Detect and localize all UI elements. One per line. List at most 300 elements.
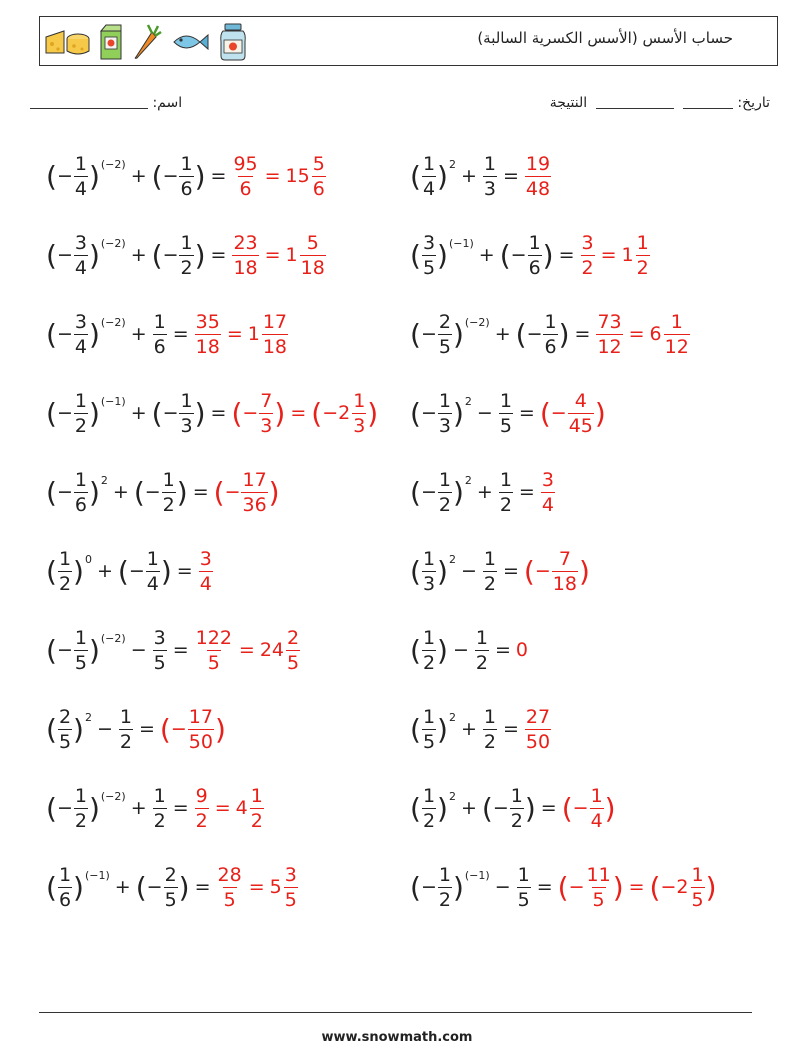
denominator: 48 xyxy=(525,178,551,200)
paren: ) xyxy=(73,554,84,588)
denominator: 50 xyxy=(525,731,551,753)
operator: = xyxy=(226,323,243,345)
fraction-term xyxy=(622,232,651,279)
fraction xyxy=(422,706,436,753)
paren: ( xyxy=(311,396,323,430)
numerator: 1 xyxy=(422,706,436,728)
denominator: 2 xyxy=(74,810,87,832)
sign: − xyxy=(56,244,73,266)
fraction-term xyxy=(524,153,552,200)
numerator: 2 xyxy=(58,706,72,728)
numerator: 1 xyxy=(499,469,512,491)
fraction-term xyxy=(163,390,195,437)
problem-17 xyxy=(46,785,265,832)
fraction xyxy=(422,785,436,832)
denominator: 6 xyxy=(528,257,541,279)
fraction-term xyxy=(498,390,514,437)
fraction xyxy=(438,311,452,358)
fraction xyxy=(300,232,326,279)
denominator: 3 xyxy=(260,415,273,437)
numerator: 73 xyxy=(597,311,622,333)
fraction-term xyxy=(421,311,453,358)
operator: + xyxy=(476,481,493,503)
operator: = xyxy=(502,718,519,740)
denominator: 12 xyxy=(664,336,689,358)
paren: ( xyxy=(649,870,661,904)
operator: = xyxy=(194,876,211,898)
numerator: 1 xyxy=(74,390,87,412)
numerator: 17 xyxy=(262,311,288,333)
paren: ( xyxy=(151,159,163,193)
score-field[interactable] xyxy=(596,94,674,109)
paren: ) xyxy=(88,475,100,509)
numerator: 1 xyxy=(475,627,488,649)
paren: ( xyxy=(46,554,57,588)
fraction-term xyxy=(118,706,134,753)
whole-number: 1 xyxy=(621,244,634,266)
paren: ) xyxy=(274,396,286,430)
fraction xyxy=(74,627,88,674)
operator: = xyxy=(264,165,281,187)
name-field[interactable] xyxy=(30,94,148,109)
denominator: 5 xyxy=(438,336,451,358)
paren: ) xyxy=(452,396,464,430)
fraction-term xyxy=(194,311,222,358)
sign: − xyxy=(162,244,179,266)
paren: ) xyxy=(542,238,554,272)
sign: − xyxy=(550,402,567,424)
paren: ) xyxy=(524,791,536,825)
answer xyxy=(214,469,280,516)
operator: = xyxy=(540,797,557,819)
fraction-term xyxy=(482,706,498,753)
answer xyxy=(194,785,265,832)
name-label: اسم: xyxy=(152,95,183,111)
numerator: 3 xyxy=(74,232,87,254)
denominator: 5 xyxy=(153,652,166,674)
operator: + xyxy=(130,323,147,345)
denominator: 12 xyxy=(597,336,622,358)
operator: + xyxy=(460,797,477,819)
paren: ) xyxy=(437,633,448,667)
denominator: 36 xyxy=(242,494,267,516)
paren: ( xyxy=(46,791,57,825)
fraction xyxy=(483,706,497,753)
exponent: (−2) xyxy=(100,316,126,329)
numerator: 1 xyxy=(353,390,366,412)
paren: ) xyxy=(88,396,100,430)
problem-18 xyxy=(410,785,616,832)
paren: ( xyxy=(561,791,573,825)
numerator: 1 xyxy=(153,785,166,807)
fraction xyxy=(590,785,604,832)
paren: ( xyxy=(46,712,57,746)
denominator: 2 xyxy=(153,810,166,832)
fraction xyxy=(153,627,167,674)
paren: ( xyxy=(46,238,57,272)
fraction xyxy=(74,232,88,279)
paren: ( xyxy=(151,396,163,430)
denominator: 5 xyxy=(499,415,512,437)
numerator: 3 xyxy=(199,548,212,570)
fraction xyxy=(259,390,273,437)
fraction-term xyxy=(527,311,559,358)
fraction-term xyxy=(194,627,234,674)
operator: − xyxy=(460,560,477,582)
fraction xyxy=(352,390,366,437)
denominator: 18 xyxy=(195,336,220,358)
fraction-term xyxy=(216,864,244,911)
numerator: 1 xyxy=(483,706,496,728)
fraction xyxy=(422,232,436,279)
denominator: 4 xyxy=(146,573,159,595)
fraction xyxy=(475,627,489,674)
operator: − xyxy=(494,876,511,898)
paren: ( xyxy=(557,870,569,904)
answer xyxy=(160,706,226,753)
numerator: 2 xyxy=(164,864,177,886)
fraction xyxy=(525,153,551,200)
denominator: 3 xyxy=(422,573,436,595)
fraction xyxy=(58,864,72,911)
exponent: 2 xyxy=(100,474,108,487)
denominator: 4 xyxy=(74,178,87,200)
sign: − xyxy=(568,876,585,898)
date-label: تاريخ: xyxy=(737,95,770,111)
numerator: 1 xyxy=(510,785,523,807)
fraction-term xyxy=(57,706,73,753)
paren: ( xyxy=(135,870,147,904)
numerator: 1 xyxy=(517,864,530,886)
sign: − xyxy=(322,402,339,424)
fraction-term xyxy=(242,390,274,437)
operator: = xyxy=(192,481,209,503)
fraction xyxy=(262,311,288,358)
operator: + xyxy=(96,560,113,582)
paren: ( xyxy=(410,633,421,667)
fraction xyxy=(195,627,233,674)
fraction xyxy=(188,706,214,753)
paren: ( xyxy=(117,554,129,588)
denominator: 4 xyxy=(74,336,87,358)
denominator: 4 xyxy=(199,573,212,595)
denominator: 18 xyxy=(233,257,258,279)
denominator: 2 xyxy=(195,810,208,832)
exponent: (−1) xyxy=(100,395,126,408)
paren: ) xyxy=(612,870,624,904)
fraction xyxy=(179,390,193,437)
numerator: 1 xyxy=(544,311,557,333)
fraction-term xyxy=(163,232,195,279)
paren: ( xyxy=(46,396,57,430)
answer xyxy=(216,864,299,911)
operator: + xyxy=(478,244,495,266)
exponent: (−2) xyxy=(100,237,126,250)
sign: − xyxy=(128,560,145,582)
fraction-term xyxy=(421,706,437,753)
denominator: 2 xyxy=(180,257,193,279)
answer xyxy=(580,232,651,279)
paren: ) xyxy=(437,712,448,746)
numerator: 1 xyxy=(74,469,87,491)
operator: = xyxy=(628,323,645,345)
paren: ( xyxy=(213,475,225,509)
fraction-term xyxy=(474,627,490,674)
problem-8 xyxy=(410,390,606,437)
paren: ) xyxy=(178,870,190,904)
denominator: 5 xyxy=(74,652,87,674)
exponent: 2 xyxy=(84,711,92,724)
operator: + xyxy=(460,165,477,187)
sign: − xyxy=(56,797,73,819)
operator: + xyxy=(130,165,147,187)
sign: − xyxy=(420,876,437,898)
fraction xyxy=(241,469,267,516)
denominator: 2 xyxy=(475,652,488,674)
problem-14 xyxy=(410,627,528,674)
operator: − xyxy=(452,639,469,661)
fraction xyxy=(483,153,497,200)
answer xyxy=(231,153,326,200)
numerator: 2 xyxy=(438,311,451,333)
operator: = xyxy=(210,244,227,266)
denominator: 3 xyxy=(483,178,496,200)
paren: ) xyxy=(268,475,280,509)
answer xyxy=(558,864,717,911)
operator: + xyxy=(130,244,147,266)
operator: = xyxy=(214,797,231,819)
operator: = xyxy=(536,876,553,898)
problem-6 xyxy=(410,311,691,358)
denominator: 18 xyxy=(300,257,325,279)
paren: ) xyxy=(452,317,464,351)
numerator: 1 xyxy=(590,785,603,807)
denominator: 5 xyxy=(164,889,177,911)
answer xyxy=(194,311,289,358)
numerator: 4 xyxy=(574,390,587,412)
exponent: 2 xyxy=(448,553,456,566)
fraction xyxy=(438,390,452,437)
sign: − xyxy=(660,876,677,898)
numerator: 17 xyxy=(188,706,213,728)
numerator: 1 xyxy=(74,627,87,649)
fraction-term xyxy=(147,864,179,911)
denominator: 3 xyxy=(438,415,451,437)
denominator: 3 xyxy=(353,415,366,437)
sign: − xyxy=(144,481,161,503)
fraction-term xyxy=(260,627,301,674)
sign: − xyxy=(534,560,551,582)
fraction xyxy=(552,548,578,595)
whole-number: 1 xyxy=(285,244,298,266)
denominator: 4 xyxy=(590,810,603,832)
fraction-term xyxy=(163,153,195,200)
paren: ( xyxy=(539,396,551,430)
fraction-term xyxy=(57,311,89,358)
operator: = xyxy=(290,402,307,424)
denominator: 2 xyxy=(438,494,451,516)
numerator: 7 xyxy=(260,390,273,412)
problem-12 xyxy=(410,548,590,595)
exponent: (−2) xyxy=(464,316,490,329)
numerator: 28 xyxy=(217,864,242,886)
problem-4 xyxy=(410,232,651,279)
denominator: 5 xyxy=(691,889,704,911)
fraction-term xyxy=(198,548,214,595)
name-field-row xyxy=(30,94,182,111)
denominator: 5 xyxy=(592,889,605,911)
numerator: 1 xyxy=(422,153,436,175)
numerator: 9 xyxy=(195,785,208,807)
answer xyxy=(595,311,690,358)
date-field[interactable] xyxy=(683,94,733,109)
fraction xyxy=(525,706,551,753)
date-score-fields xyxy=(550,94,770,111)
fraction xyxy=(422,548,436,595)
fraction-term xyxy=(57,785,89,832)
denominator: 6 xyxy=(544,336,557,358)
denominator: 2 xyxy=(483,731,496,753)
exponent: 2 xyxy=(464,474,472,487)
fraction xyxy=(543,311,557,358)
operator: = xyxy=(502,560,519,582)
fraction-term xyxy=(231,232,259,279)
fraction-term xyxy=(152,785,168,832)
fraction xyxy=(74,153,88,200)
sign: − xyxy=(242,402,259,424)
fraction-term xyxy=(421,232,437,279)
denominator: 2 xyxy=(483,573,496,595)
whole-number: 4 xyxy=(235,797,248,819)
sign: − xyxy=(572,797,589,819)
numerator: 1 xyxy=(180,390,193,412)
fraction xyxy=(510,785,524,832)
operator: = xyxy=(494,639,511,661)
numerator: 1 xyxy=(438,864,451,886)
problem-7 xyxy=(46,390,378,437)
sign: − xyxy=(492,797,509,819)
problem-13 xyxy=(46,627,301,674)
operator: + xyxy=(494,323,511,345)
fraction-term xyxy=(535,548,579,595)
operator: + xyxy=(112,481,129,503)
fraction xyxy=(528,232,542,279)
denominator: 4 xyxy=(422,178,436,200)
denominator: 18 xyxy=(552,573,577,595)
problem-16 xyxy=(410,706,552,753)
paren: ( xyxy=(499,238,511,272)
operator: − xyxy=(96,718,113,740)
numerator: 17 xyxy=(242,469,267,491)
paren: ) xyxy=(437,554,448,588)
denominator: 6 xyxy=(58,889,72,911)
fraction-term xyxy=(421,785,437,832)
whole-number: 6 xyxy=(649,323,662,345)
paren: ) xyxy=(452,475,464,509)
fraction xyxy=(636,232,650,279)
paren: ( xyxy=(410,317,421,351)
numerator: 1 xyxy=(58,548,72,570)
numerator: 27 xyxy=(525,706,551,728)
fraction xyxy=(581,232,595,279)
score-label: النتيجة xyxy=(549,95,588,111)
fraction-term xyxy=(322,390,367,437)
numerator: 5 xyxy=(306,232,319,254)
denominator: 6 xyxy=(74,494,87,516)
numerator: 3 xyxy=(541,469,554,491)
numerator: 1 xyxy=(499,390,512,412)
numerator: 1 xyxy=(483,153,496,175)
denominator: 2 xyxy=(250,810,263,832)
fraction-term xyxy=(573,785,605,832)
paren: ( xyxy=(46,317,57,351)
denominator: 4 xyxy=(541,494,554,516)
exponent: (−2) xyxy=(100,632,126,645)
paren: ) xyxy=(437,791,448,825)
numerator: 3 xyxy=(153,627,166,649)
denominator: 2 xyxy=(74,415,87,437)
denominator: 2 xyxy=(422,810,436,832)
fraction-term xyxy=(129,548,161,595)
fraction-term xyxy=(152,627,168,674)
numerator: 1 xyxy=(438,390,451,412)
problem-3 xyxy=(46,232,327,279)
problem-10 xyxy=(410,469,556,516)
fraction xyxy=(74,311,88,358)
paren: ) xyxy=(160,554,172,588)
denominator: 3 xyxy=(180,415,193,437)
sign: − xyxy=(56,402,73,424)
whole-number: 2 xyxy=(676,876,689,898)
fraction-term xyxy=(493,785,525,832)
problem-15 xyxy=(46,706,226,753)
fraction-term xyxy=(595,311,623,358)
numerator: 3 xyxy=(581,232,594,254)
fraction-term xyxy=(660,864,705,911)
fraction xyxy=(195,785,209,832)
paren: ) xyxy=(88,159,100,193)
paren: ( xyxy=(133,475,145,509)
paren: ) xyxy=(214,712,226,746)
fish-icon xyxy=(170,29,210,55)
problem-2 xyxy=(410,153,552,200)
sign: − xyxy=(162,402,179,424)
denominator: 2 xyxy=(162,494,175,516)
paren: ) xyxy=(176,475,188,509)
whole-number: 15 xyxy=(285,165,310,187)
denominator: 2 xyxy=(119,731,132,753)
numerator: 95 xyxy=(233,153,258,175)
denominator: 5 xyxy=(422,257,436,279)
operator: = xyxy=(264,244,281,266)
paren: ( xyxy=(231,396,243,430)
fraction xyxy=(74,390,88,437)
fraction xyxy=(568,390,594,437)
denominator: 45 xyxy=(568,415,593,437)
paren: ) xyxy=(88,791,100,825)
fraction-term xyxy=(421,153,437,200)
fraction xyxy=(541,469,555,516)
paren: ( xyxy=(410,870,421,904)
operator: = xyxy=(172,797,189,819)
fraction-term xyxy=(421,627,437,674)
denominator: 2 xyxy=(438,889,451,911)
fraction-term xyxy=(421,390,453,437)
paren: ( xyxy=(151,238,163,272)
exponent: 2 xyxy=(464,395,472,408)
paren: ) xyxy=(73,712,84,746)
fraction-term xyxy=(482,153,498,200)
